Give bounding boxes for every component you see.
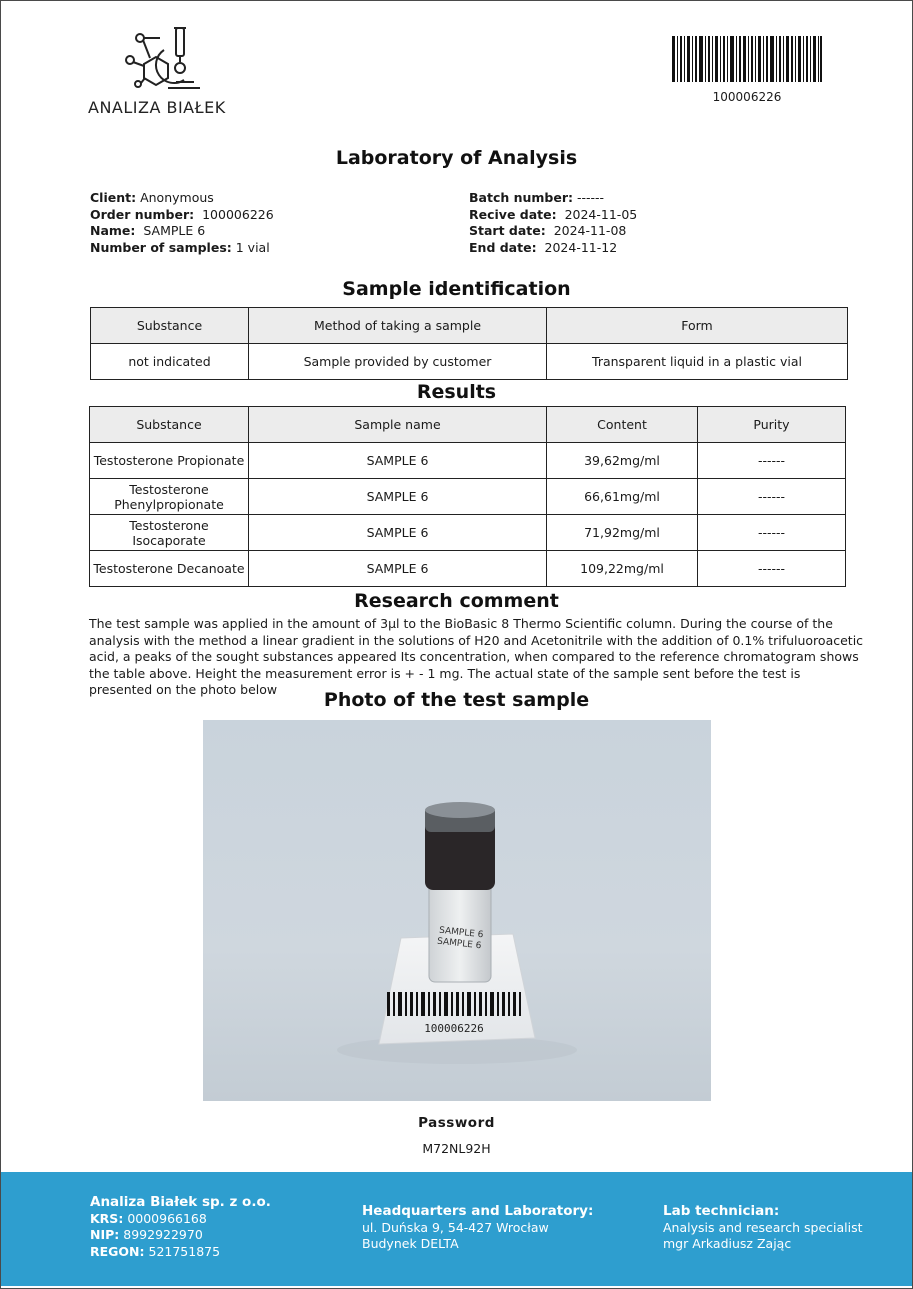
table-cell: SAMPLE 6	[249, 515, 547, 551]
identification-table	[90, 307, 848, 380]
table-row	[90, 551, 846, 587]
regon-label: REGON:	[90, 1243, 145, 1259]
table-header-cell: Substance	[91, 308, 249, 344]
table-cell: 39,62mg/ml	[547, 443, 698, 479]
table-cell: Sample provided by customer	[249, 344, 547, 380]
tech-line1: Analysis and research specialist	[663, 1219, 863, 1235]
photo-title: Photo of the test sample	[323, 689, 590, 711]
info-left	[90, 190, 274, 256]
start-value: 2024-11-08	[553, 223, 627, 238]
comment-title: Research comment	[354, 590, 559, 612]
start-label: Start date:	[469, 223, 546, 238]
end-value: 2024-11-12	[544, 239, 618, 255]
table-header-cell: Sample name	[249, 407, 547, 443]
table-cell: not indicated	[91, 344, 249, 380]
card-barcode-number: 100006226	[424, 1022, 484, 1035]
hq-line2: Budynek DELTA	[362, 1236, 459, 1251]
table-cell: 109,22mg/ml	[547, 551, 698, 587]
table-row	[90, 515, 846, 551]
results-table	[89, 406, 846, 587]
table-cell: SAMPLE 6	[249, 479, 547, 515]
barcode-top	[672, 36, 822, 104]
table-row	[91, 344, 848, 380]
table-row	[90, 443, 846, 479]
samples-value: 1 vial	[235, 239, 270, 255]
lab-molecule-icon	[124, 24, 204, 94]
table-cell: Testosterone Propionate	[90, 443, 249, 479]
table-row	[90, 479, 846, 515]
table-cell: 71,92mg/ml	[547, 515, 698, 551]
table-cell: ------	[698, 551, 846, 587]
krs-value: 0000966168	[127, 1210, 207, 1226]
table-cell: 66,61mg/ml	[547, 479, 698, 515]
table-header-cell: Method of taking a sample	[249, 308, 547, 344]
vial-label-2: SAMPLE 6	[436, 936, 482, 952]
tech-line2: mgr Arkadiusz Zając	[663, 1236, 792, 1251]
table-cell: ------	[698, 479, 846, 515]
company-name: Analiza Białek sp. z o.o.	[90, 1194, 271, 1210]
vial-photo-illustration	[203, 720, 711, 1101]
tech-title: Lab technician:	[663, 1203, 780, 1219]
table-header-row	[90, 407, 846, 443]
table-cell: SAMPLE 6	[249, 551, 547, 587]
table-cell: SAMPLE 6	[249, 443, 547, 479]
table-cell: ------	[698, 515, 846, 551]
order-label: Order number:	[90, 206, 195, 222]
name-value: SAMPLE 6	[143, 223, 206, 238]
krs-label: KRS:	[90, 1210, 124, 1226]
table-cell: ------	[698, 443, 846, 479]
regon-value: 521751875	[148, 1243, 221, 1259]
table-header-row	[91, 308, 848, 344]
info-right	[469, 190, 637, 256]
client-value: Anonymous	[140, 190, 214, 205]
footer-technician	[663, 1203, 863, 1253]
barcode-number: 100006226	[712, 90, 782, 104]
table-cell: Transparent liquid in a plastic vial	[547, 344, 848, 380]
company-logo	[88, 24, 248, 117]
end-label: End date:	[469, 239, 537, 255]
results-title: Results	[416, 381, 497, 403]
table-cell: Testosterone Phenylpropionate	[90, 479, 249, 515]
comment-text: The test sample was applied in the amount of 3µl to the BioBasic 8 Thermo Scientific column. During the course of the analysis with the method a linear gradient in the solutions of H20 and Acetonitrile with the addition of 0.1% trifuluoroacetic acid, a peaks of the sought substances appeared Its concentration, when compared to the reference chromatogram shows the table above. Height the measurement error is + - 1 mg. The actual state of the sample sent before the test is presented on the photo below	[89, 616, 864, 698]
page-title: Laboratory of Analysis	[335, 147, 578, 169]
barcode-icon	[672, 36, 822, 82]
batch-value: ------	[577, 190, 605, 205]
identification-title: Sample identification	[342, 278, 571, 300]
name-label: Name:	[90, 223, 136, 238]
table-cell: Testosterone Isocaporate	[90, 515, 249, 551]
nip-label: NIP:	[90, 1227, 120, 1242]
logo-text: ANALIZA BIAŁEK	[88, 98, 226, 117]
hq-title: Headquarters and Laboratory:	[362, 1203, 594, 1219]
sample-photo	[203, 720, 711, 1101]
password-label: Password	[418, 1115, 495, 1131]
recive-value: 2024-11-05	[564, 206, 638, 222]
footer-hq	[362, 1203, 593, 1253]
footer	[1, 1172, 912, 1286]
order-value: 100006226	[202, 206, 274, 222]
table-cell: Testosterone Decanoate	[90, 551, 249, 587]
client-label: Client:	[90, 190, 137, 205]
batch-label: Batch number:	[469, 190, 574, 205]
table-header-cell: Purity	[698, 407, 846, 443]
hq-line1: ul. Duńska 9, 54-427 Wrocław	[362, 1219, 549, 1235]
footer-company	[90, 1194, 271, 1260]
recive-label: Recive date:	[469, 206, 557, 222]
vial-label-1: SAMPLE 6	[438, 925, 484, 941]
password-value: M72NL92H	[422, 1141, 491, 1156]
table-header-cell: Form	[547, 308, 848, 344]
samples-label: Number of samples:	[90, 239, 232, 255]
table-header-cell: Content	[547, 407, 698, 443]
nip-value: 8992922970	[123, 1227, 203, 1242]
table-header-cell: Substance	[90, 407, 249, 443]
